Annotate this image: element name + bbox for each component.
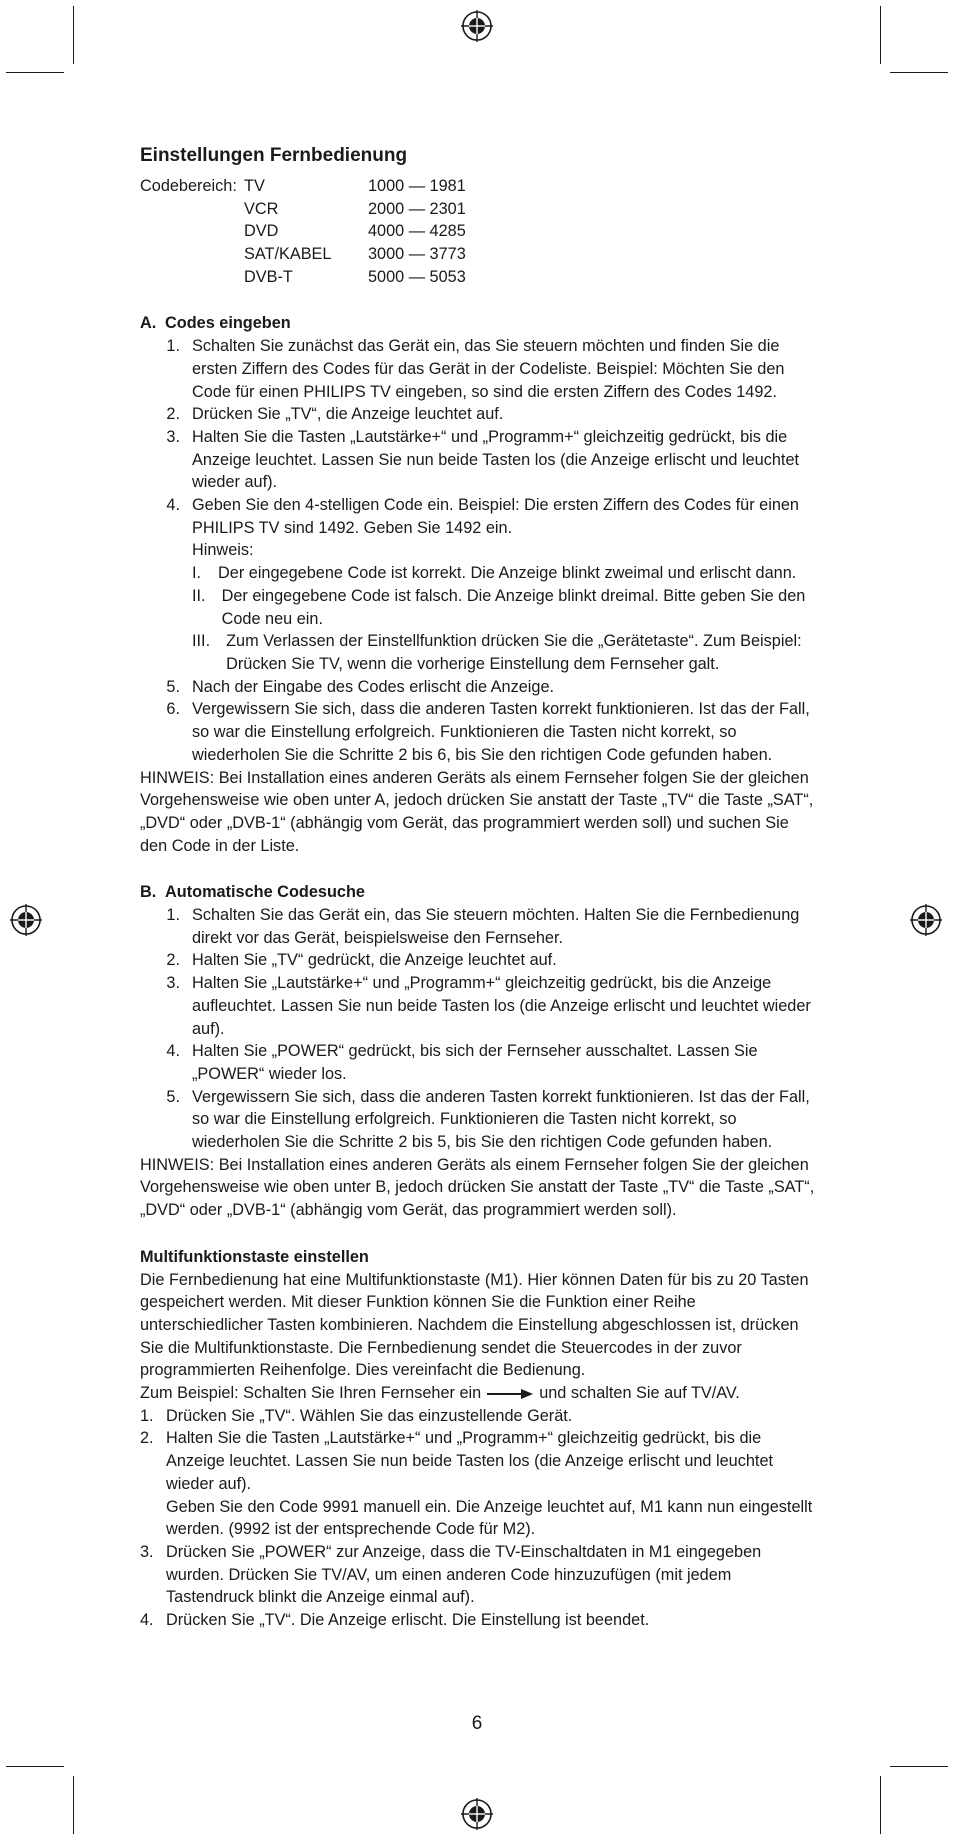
code-row <box>140 243 820 266</box>
section-a-list <box>140 335 820 766</box>
crop-mark <box>880 6 881 64</box>
list-item: 4. Geben Sie den 4-stelligen Code ein. Beispiel: Die ersten Ziffern des Codes für einen PHILIPS TV sind 1492. Geben Sie 1492 ein. Hinweis: I. Der eingegebene Code ist korrekt. Die Anzeige blinkt zweimal und erlischt dann. II. Der eingegebene Code ist falsch. Die Anzeige blinkt dreimal. Bitte geben Sie den Code neu ein. III. Zum Verlassen der Einstellfunktion drücken Sie die „Gerätetaste“. Zum Beispiel: Drücken Sie TV, wenn die vorherige Einstellung dem Fernseher galt. <box>140 494 820 676</box>
list-item: 3. Halten Sie „Lautstärke+“ und „Programm+“ gleichzeitig gedrückt, bis die Anzeige aufleuchtet. Lassen Sie nun beide Tasten los (die Anzeige erlischt und leuchtet wieder auf). <box>166 974 811 1038</box>
list-item: 2. Halten Sie die Tasten „Lautstärke+“ und „Programm+“ gleichzeitig gedrückt, bis die Anzeige leuchtet. Lassen Sie nun beide Tasten los (die Anzeige erlischt und leuchtet wieder auf). Geben Sie den Code 9991 manuell ein. Die Anzeige leuchtet auf, M1 kann nun eingestellt werden. (9992 ist der entsprechende Code für M2). <box>140 1429 813 1539</box>
multi-list <box>140 1405 820 1632</box>
code-row <box>140 175 820 198</box>
list-item: 2. Halten Sie „TV“ gedrückt, die Anzeige leuchtet auf. <box>166 951 557 970</box>
crop-mark <box>880 1776 881 1834</box>
list-item: 4. Halten Sie „POWER“ gedrückt, bis sich der Fernseher ausschaltet. Lassen Sie „POWER“ wieder los. <box>166 1042 758 1083</box>
list-item: 5. Vergewissern Sie sich, dass die anderen Tasten korrekt funktionieren. Ist das der Fall, so war die Einstellung erfolgreich. Funktionieren die Tasten nicht korrekt, so wiederholen Sie die Schritte 2 bis 5, bis Sie den richtigen Code gefunden haben. <box>166 1087 810 1152</box>
code-range: 3000 — 3773 <box>368 245 466 264</box>
section-b-heading: B. Automatische Codesuche <box>140 883 365 902</box>
code-range-label: Codebereich: <box>140 177 237 195</box>
list-item: 1. Schalten Sie zunächst das Gerät ein, das Sie steuern möchten und finden Sie die ersten Ziffern des Codes für das Gerät in der Codeliste. Beispiel: Möchten Sie den Code für einen PHILIPS TV eingeben, so sind die ersten Ziffern des Codes 1492. <box>166 337 785 401</box>
hint-item: III. Zum Verlassen der Einstellfunktion drücken Sie die „Gerätetaste“. Zum Beispiel: Drücken Sie TV, wenn die vorherige Einstellung dem Fernseher galt. <box>192 632 802 673</box>
registration-mark-icon <box>460 9 494 43</box>
list-item: 2. Drücken Sie „TV“, die Anzeige leuchtet auf. <box>166 405 504 424</box>
multi-intro: Die Fernbedienung hat eine Multifunktionstaste (M1). Hier können Daten für bis zu 20 Tasten gespeichert werden. Mit dieser Funktion können Sie die Funktion einer Reihe unterschiedlicher Tasten kombinieren. Nachdem die Einstellung abgeschlossen ist, drücken Sie die Multifunktionstaste. Die Fernbedienung sendet die Steuercodes in der zuvor programmierten Reihenfolge. Dies vereinfacht die Bedienung. <box>140 1270 809 1380</box>
list-item: 1. Drücken Sie „TV“. Wählen Sie das einzustellende Gerät. <box>140 1406 573 1425</box>
list-item: 3. Halten Sie die Tasten „Lautstärke+“ und „Programm+“ gleichzeitig gedrückt, bis die Anzeige leuchtet. Lassen Sie nun beide Tasten los (die Anzeige erlischt und leuchtet wieder auf). <box>166 427 800 492</box>
code-device: TV <box>244 177 265 195</box>
code-row <box>140 266 820 289</box>
registration-mark-icon <box>909 903 943 937</box>
hint-label: Hinweis: <box>192 541 254 560</box>
code-device: DVD <box>244 222 279 241</box>
code-range-table <box>140 175 820 288</box>
section-b-list <box>140 904 820 1154</box>
code-range: 2000 — 2301 <box>368 199 466 218</box>
crop-mark <box>73 6 74 64</box>
crop-mark <box>890 72 948 73</box>
list-item: 5. Nach der Eingabe des Codes erlischt die Anzeige. <box>166 677 555 696</box>
arrow-right-icon <box>487 1389 533 1399</box>
list-item: 4. Drücken Sie „TV“. Die Anzeige erlischt. Die Einstellung ist beendet. <box>140 1611 650 1630</box>
registration-mark-icon <box>9 903 43 937</box>
section-b-note: HINWEIS: Bei Installation eines anderen Geräts als einem Fernseher folgen Sie der gleichen Vorgehensweise wie oben unter B, jedoch drücken Sie anstatt der Taste „TV“ die Taste „SAT“, „DVD“ oder „DVB-1“ (abhängig vom Gerät, das programmiert werden soll). <box>140 1155 815 1220</box>
registration-mark-icon <box>460 1797 494 1831</box>
section-a-note: HINWEIS: Bei Installation eines anderen Geräts als einem Fernseher folgen Sie der gleichen Vorgehensweise wie oben unter A, jedoch drücken Sie anstatt der Taste „TV“ die Taste „SAT“, „DVD“ oder „DVB-1“ (abhängig vom Gerät, das programmiert werden soll) und suchen Sie den Code in der Liste. <box>140 768 814 855</box>
code-device: DVB-T <box>244 267 293 286</box>
multi-example: Zum Beispiel: Schalten Sie Ihren Fernseher ein und schalten Sie auf TV/AV. <box>140 1384 740 1403</box>
crop-mark <box>73 1776 74 1834</box>
code-row <box>140 220 820 243</box>
list-item: 6. Vergewissern Sie sich, dass die anderen Tasten korrekt funktionieren. Ist das der Fall, so war die Einstellung erfolgreich. Funktionieren die Tasten nicht korrekt, so wiederholen Sie die Schritte 2 bis 6, bis Sie den richtigen Code gefunden haben. <box>166 700 810 764</box>
list-item: 1. Schalten Sie das Gerät ein, das Sie steuern möchten. Halten Sie die Fernbedienung direkt vor das Gerät, beispielsweise den Fernseher. <box>166 906 800 947</box>
page-title: Einstellungen Fernbedienung <box>140 145 408 166</box>
crop-mark <box>6 72 64 73</box>
page-number: 6 <box>471 1713 483 1734</box>
code-range: 1000 — 1981 <box>368 177 466 195</box>
hint-item: II. Der eingegebene Code ist falsch. Die Anzeige blinkt dreimal. Bitte geben Sie den Code neu ein. <box>192 586 806 628</box>
code-range: 4000 — 4285 <box>368 222 466 241</box>
crop-mark <box>6 1766 64 1767</box>
code-device: VCR <box>244 199 279 218</box>
code-row <box>140 198 820 221</box>
multi-heading: Multifunktionstaste einstellen <box>140 1247 369 1266</box>
section-a-heading: A. Codes eingeben <box>140 314 291 333</box>
crop-mark <box>890 1766 948 1767</box>
hint-item: I. Der eingegebene Code ist korrekt. Die Anzeige blinkt zweimal und erlischt dann. <box>192 564 797 583</box>
code-range: 5000 — 5053 <box>368 267 466 286</box>
document-body <box>140 143 820 1632</box>
code-device: SAT/KABEL <box>244 245 332 264</box>
list-item: 3. Drücken Sie „POWER“ zur Anzeige, dass die TV-Einschaltdaten in M1 eingegeben wurden. Drücken Sie TV/AV, um einen anderen Code hinzuzufügen (mit jedem Tastendruck blinkt die Anzeige einmal auf). <box>140 1543 762 1607</box>
